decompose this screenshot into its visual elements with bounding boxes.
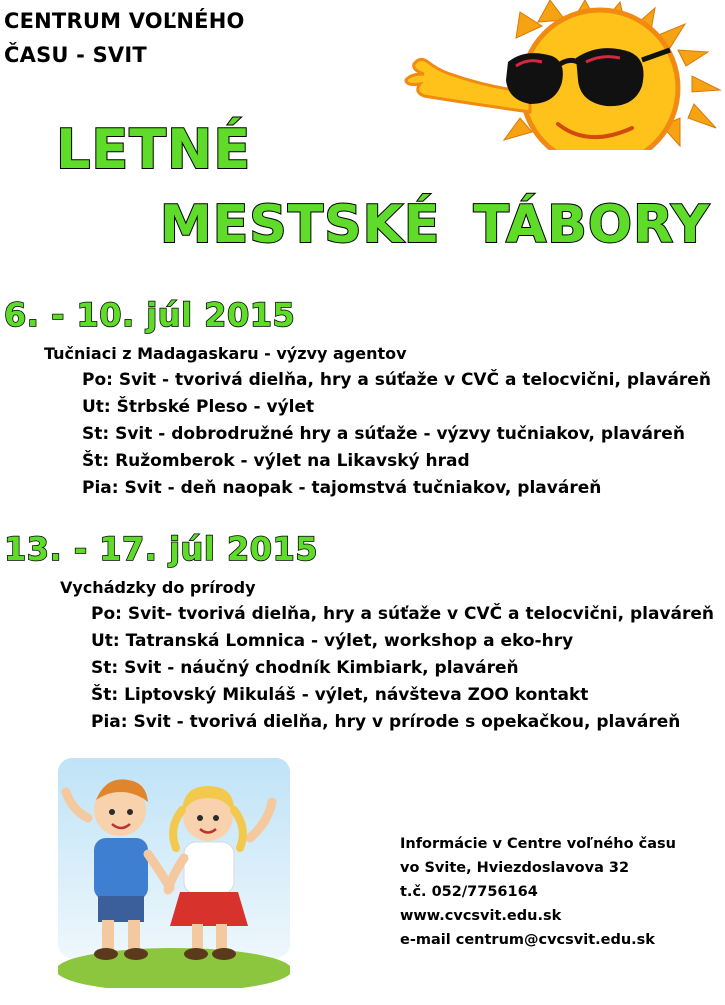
week-1-day-friday: Pia: Svit - deň naopak - tajomstvá tučniakov, plaváreň	[82, 478, 602, 498]
week-1-dates: 6. - 10. júl 2015	[4, 296, 296, 334]
sun-with-sunglasses-illustration	[380, 0, 725, 150]
week-2-day-wednesday: St: Svit - náučný chodník Kimbiark, plaváreň	[91, 658, 519, 678]
week-2-schedule	[91, 601, 714, 736]
contact-email: e-mail centrum@cvcsvit.edu.sk	[400, 932, 655, 948]
week-1-camp-name: Tučniaci z Madagaskaru - výzvy agentov	[44, 344, 407, 363]
sky-background	[58, 758, 290, 958]
week-1-schedule	[82, 367, 711, 502]
contact-website: www.cvcsvit.edu.sk	[400, 908, 562, 924]
week-2-day-tuesday: Ut: Tatranská Lomnica - výlet, workshop a eko-hry	[91, 631, 574, 651]
week-1-day-thursday: Št: Ružomberok - výlet na Likavský hrad	[82, 451, 470, 471]
week-1-day-tuesday: Ut: Štrbské Pleso - výlet	[82, 397, 315, 417]
contact-address: vo Svite, Hviezdoslavova 32	[400, 860, 630, 876]
week-2-day-thursday: Št: Liptovský Mikuláš - výlet, návšteva ZOO kontakt	[91, 685, 589, 705]
title-line-1: LETNÉ	[56, 118, 252, 181]
contact-phone: t.č. 052/7756164	[400, 884, 538, 900]
week-2-camp-name: Vychádzky do prírody	[60, 578, 256, 597]
contact-line-1: Informácie v Centre voľného času	[400, 836, 676, 852]
week-1-day-monday: Po: Svit - tvorivá dielňa, hry a súťaže v CVČ a telocvični, plaváreň	[82, 370, 711, 390]
organization-name	[4, 4, 245, 72]
organization-line-1: CENTRUM VOĽNÉHO	[4, 9, 245, 33]
children-illustration	[58, 758, 290, 988]
week-2-day-monday: Po: Svit- tvorivá dielňa, hry a súťaže v CVČ a telocvični, plaváreň	[91, 604, 715, 624]
organization-line-2: ČASU - SVIT	[4, 43, 147, 67]
title-line-2: MESTSKÉ TÁBORY	[160, 195, 710, 255]
week-2-day-friday: Pia: Svit - tvorivá dielňa, hry v prírode s opekačkou, plaváreň	[91, 712, 681, 732]
week-1-day-wednesday: St: Svit - dobrodružné hry a súťaže - výzvy tučniakov, plaváreň	[82, 424, 685, 444]
contact-info	[400, 832, 676, 952]
week-2-dates: 13. - 17. júl 2015	[4, 530, 318, 568]
